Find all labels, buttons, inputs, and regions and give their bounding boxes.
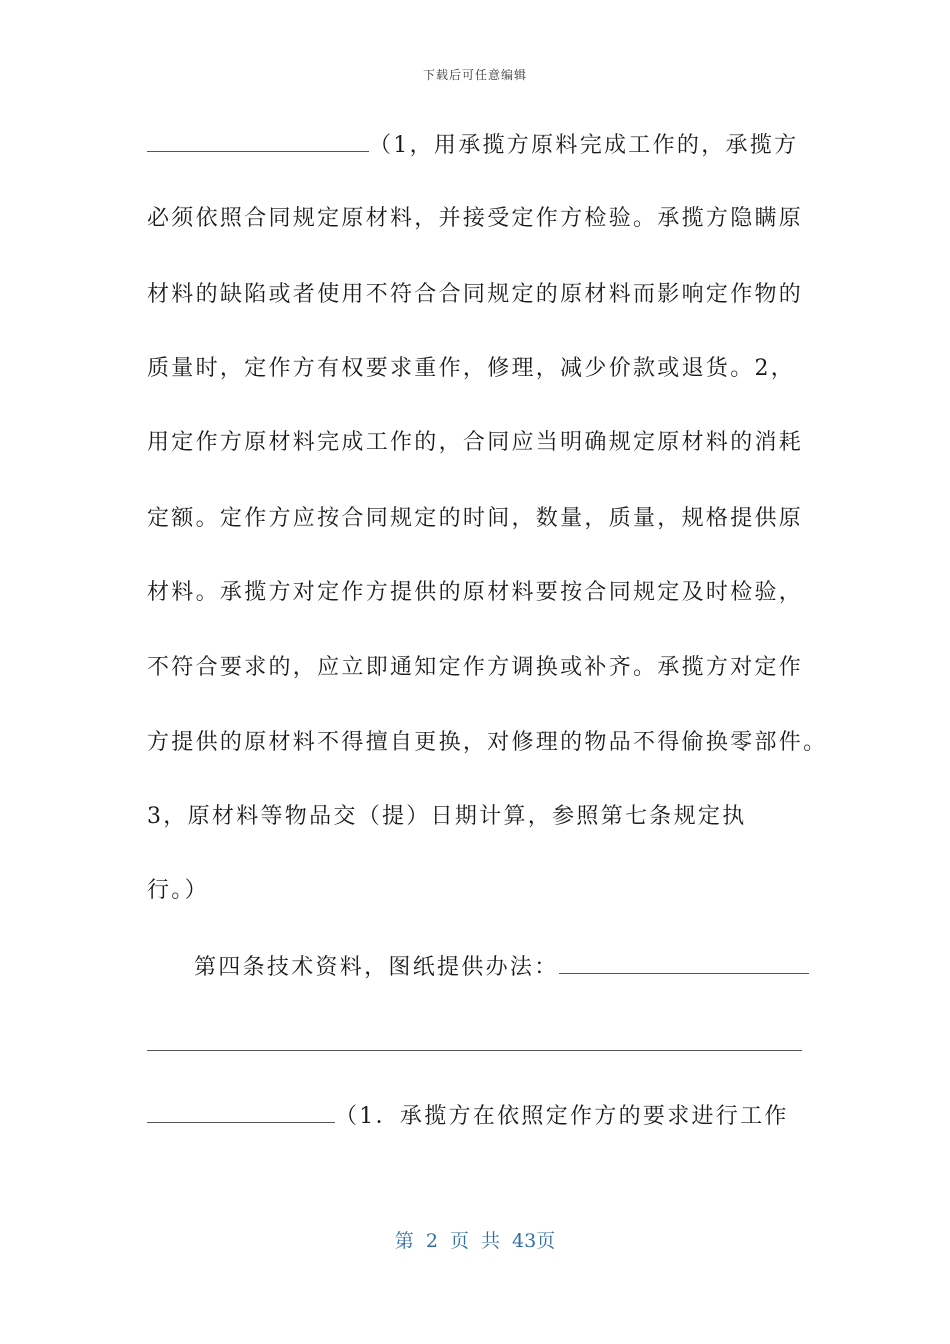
paragraph-line: 行。） <box>147 878 209 903</box>
page-header: 下载后可任意编辑 <box>422 68 527 82</box>
paragraph-line <box>147 131 798 161</box>
paragraph-line: 质量时，定作方有权要求重作，修理，减少价款或退货。2， <box>147 356 796 381</box>
line-text: （1．承揽方在依照定作方的要求进行工作 <box>335 1104 789 1129</box>
paragraph-line <box>147 1102 789 1132</box>
paragraph-line: 材料。承揽方对定作方提供的原材料要按合同规定及时检验， <box>147 580 804 605</box>
fill-blank <box>147 1104 335 1123</box>
paragraph-line: 方提供的原材料不得擅自更换，对修理的物品不得偷换零部件。 <box>147 730 828 755</box>
article-heading <box>194 953 809 983</box>
article-title: 第四条技术资料，图纸提供办法： <box>194 955 559 980</box>
paragraph-line: 材料的缺陷或者使用不符合合同规定的原材料而影响定作物的 <box>147 282 804 307</box>
paragraph-line: 3，原材料等物品交（提）日期计算，参照第七条规定执 <box>147 804 747 829</box>
paragraph-line: 定额。定作方应按合同规定的时间，数量，质量，规格提供原 <box>147 506 804 531</box>
paragraph-line: 必须依照合同规定原材料，并接受定作方检验。承揽方隐瞒原 <box>147 206 804 231</box>
line-text: （1，用承揽方原料完成工作的，承揽方 <box>369 133 799 158</box>
paragraph-line: 不符合要求的，应立即通知定作方调换或补齐。承揽方对定作 <box>147 655 804 680</box>
fill-blank <box>147 133 369 152</box>
page-footer: 第 2 页 共 43页 <box>394 1230 556 1252</box>
paragraph-line: 用定作方原材料完成工作的，合同应当明确规定原材料的消耗 <box>147 430 804 455</box>
fill-blank-full-line <box>147 1050 802 1051</box>
fill-blank <box>559 955 809 974</box>
